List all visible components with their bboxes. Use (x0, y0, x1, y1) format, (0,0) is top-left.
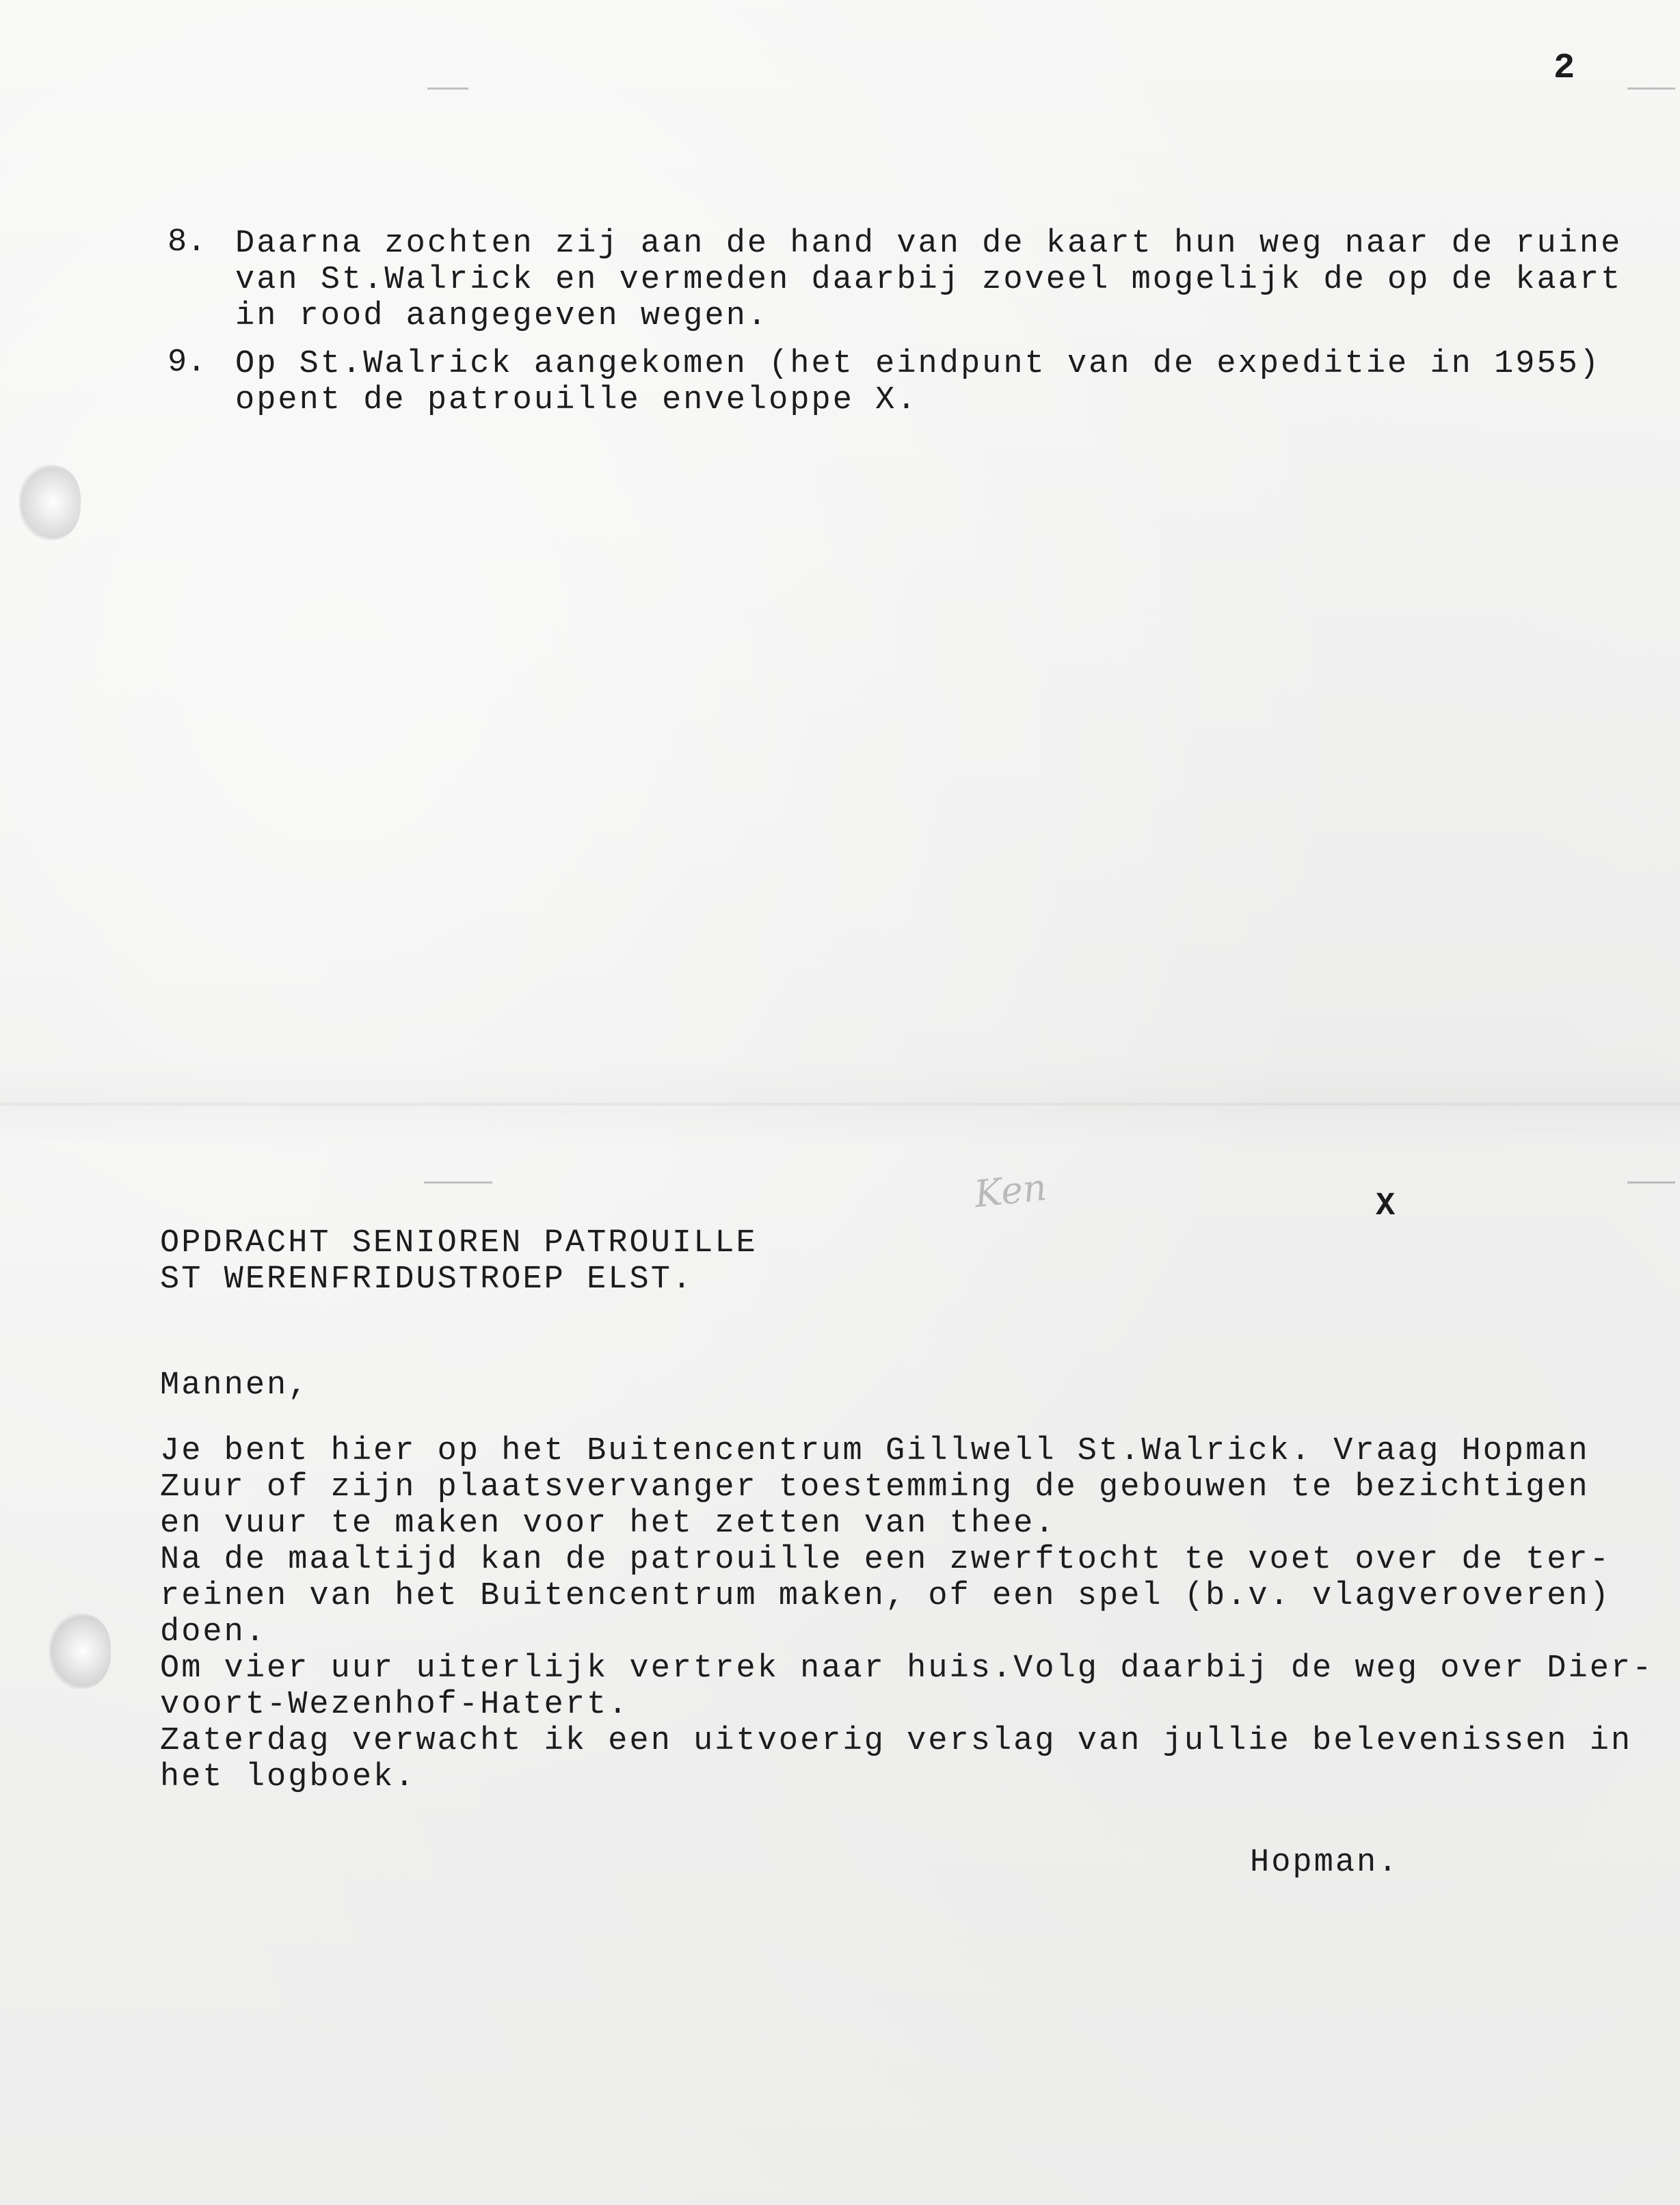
body-line: doen. (160, 1614, 267, 1651)
body-line: het logboek. (160, 1759, 416, 1795)
separator-dash (424, 1181, 492, 1184)
item-line: opent de patrouille enveloppe X. (235, 382, 918, 418)
body-line: voort-Wezenhof-Hatert. (160, 1687, 630, 1723)
header-dash (427, 88, 468, 90)
item-line: Daarna zochten zij aan de hand van de kaart hun weg naar de ruine (235, 226, 1623, 262)
body-line: Je bent hier op het Buitencentrum Gillwell St.Walrick. Vraag Hopman (160, 1433, 1590, 1469)
assignment-heading: ST WERENFRIDUSTROEP ELST. (160, 1261, 694, 1298)
signature: Hopman. (1250, 1845, 1400, 1881)
envelope-mark: X (1376, 1188, 1398, 1225)
item-line: Op St.Walrick aangekomen (het eindpunt van de expeditie in 1955) (235, 346, 1601, 382)
page-number: 2 (1554, 48, 1577, 88)
header-dash (1627, 88, 1675, 90)
salutation: Mannen, (160, 1367, 310, 1404)
separator-dash (1627, 1181, 1675, 1184)
punch-hole-bottom (49, 1614, 111, 1689)
paper-fold (0, 1102, 1680, 1106)
pencil-note: Ken (972, 1165, 1049, 1216)
body-line: Na de maaltijd kan de patrouille een zwerftocht te voet over de ter- (160, 1542, 1611, 1578)
assignment-heading: OPDRACHT SENIOREN PATROUILLE (160, 1225, 758, 1261)
punch-hole-top (19, 465, 81, 540)
body-line: Zuur of zijn plaatsvervanger toestemming de gebouwen te bezichtigen (160, 1469, 1590, 1506)
item-line: van St.Walrick en vermeden daarbij zoveel mogelijk de op de kaart (235, 262, 1623, 298)
item-line: in rood aangegeven wegen. (235, 298, 769, 334)
body-line: reinen van het Buitencentrum maken, of een spel (b.v. vlagveroveren) (160, 1578, 1611, 1614)
body-line: Om vier uur uiterlijk vertrek naar huis.Volg daarbij de weg over Dier- (160, 1651, 1654, 1687)
item-number: 9. (168, 345, 206, 381)
body-line: Zaterdag verwacht ik een uitvoerig verslag van jullie belevenissen in (160, 1723, 1633, 1759)
item-number: 8. (168, 224, 206, 260)
body-line: en vuur te maken voor het zetten van thee. (160, 1506, 1056, 1542)
